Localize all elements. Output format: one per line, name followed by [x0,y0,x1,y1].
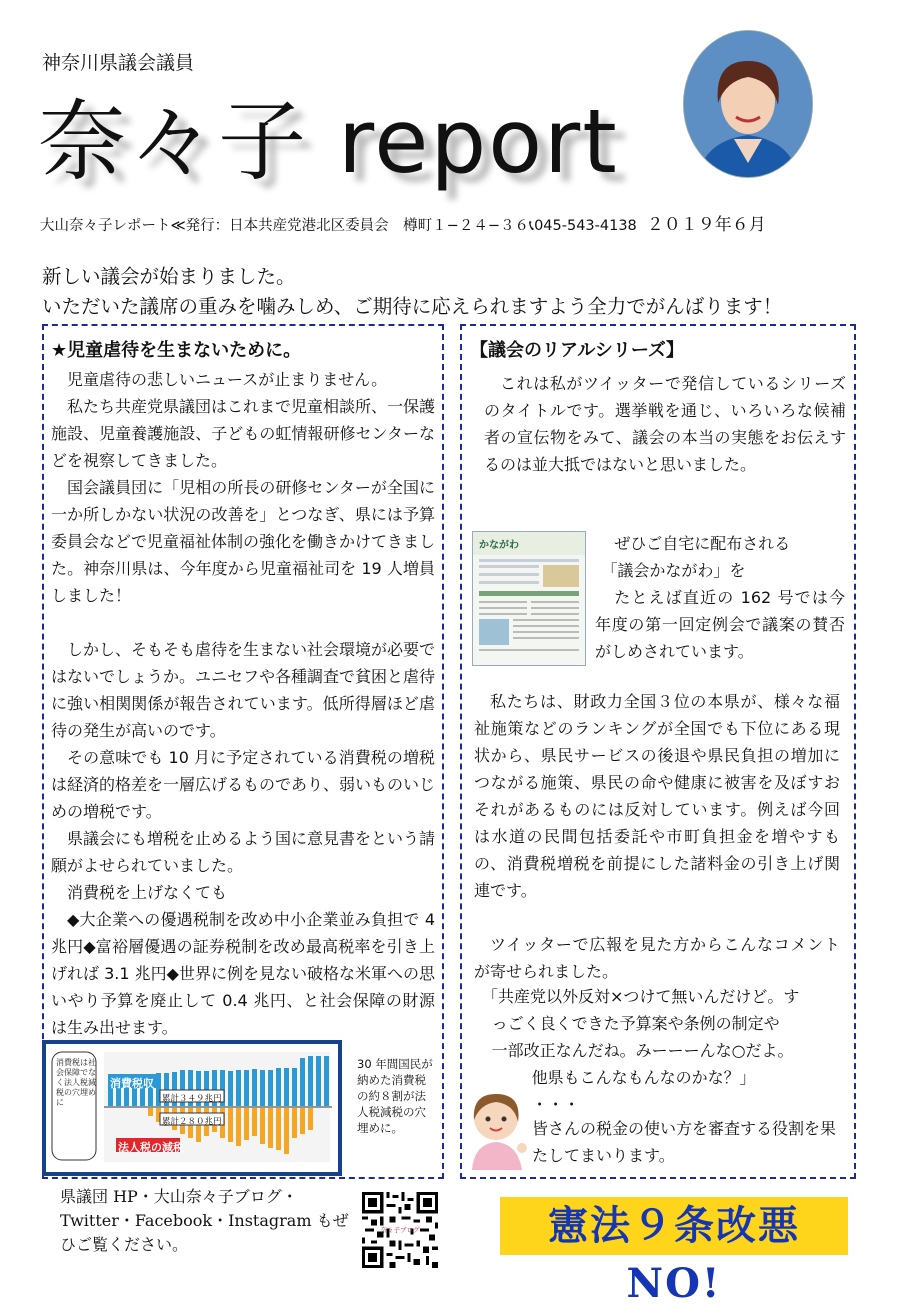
paragraph: これは私がツイッターで発信しているシリーズのタイトルです。選挙戦を通じ、いろいろな候補者の宣伝物をみて、議会の本当の実態をお伝えするのは並大抵ではないと思いました。 [484,374,846,474]
paragraph: しかし、そもそも虐待を生まない社会環境が必要ではないでしょうか。ユニセフや各種調査で貧困と虐待に強い相関関係が報告されています。低所得層ほど虐待の発生が高いのです。 [51,640,436,740]
qr-label: 奈々子ブログ [380,1226,420,1234]
graph-total-top: 累計３４９兆円 [162,1094,222,1104]
graph-side-label: 消費税は社会保障でなく法人税減税の穴埋めに [56,1058,96,1107]
issue-date: ２０１９年６月 [646,215,766,235]
right-body-middle [474,688,840,985]
graph-label-bottom: 法人税の減税 [118,1141,184,1154]
left-heading: ★児童虐待を生まないために。 [51,340,302,361]
left-body [51,366,435,1041]
gikai-kanagawa-thumbnail [472,531,586,666]
quote-line: 「共産党以外反対×つけて無いんだけど。す [482,987,800,1006]
publisher-info [40,210,766,235]
magazine-line: たとえば直近の 162 号では今年度の第一回定例会で議案の賛否がしめされています。 [595,588,845,661]
right-heading: 【議会のリアルシリーズ】 [470,340,684,361]
intro-message [42,262,782,322]
paragraph: 消費税を上げなくても [67,883,228,902]
graph-label-top: 消費税収 [110,1077,154,1090]
right-body-top [470,370,846,478]
portrait-photo [683,30,813,178]
subtitle: 神奈川県議会議員 [42,52,195,74]
magazine-line: ぜひご自宅に配布される [614,534,791,553]
paragraph: 私たちは、財政力全国３位の本県が、様々な福祉施策などのランキングが全国でも下位にある現状から、県民サービスの後退や県民負担の増加につながる施策、県民の命や健康に被害を及ぼすおそれがあるものには反対しています。例えば今回は水道の民間包括委託や市町負担金を増やすもの、消費税増税を前提にした諸料金の引き上げ関連です。 [474,692,840,900]
paragraph: その意味でも 10 月に予定されている消費税の増税は経済的格差を一層広げるものであり、弱いものいじめの増税です。 [51,748,436,821]
phone-icon: 📞︎ [528,218,535,234]
quote-line: 他県もこんなもんなのかな？」 [531,1068,756,1087]
closing-statement: 皆さんの税金の使い方を審査する役割を果たしてまいります。 [532,1119,837,1165]
paragraph: 私たち共産党県議団はこれまで児童相談所、一保護施設、児童養護施設、子どもの虹情報研修センターなどを視察してきました。 [51,397,436,470]
intro-line: 新しい議会が始まりました。 [42,265,296,288]
intro-line: いただいた議席の重みを噛みしめ、ご期待に応えられますよう全力でがんばります！ [42,295,783,318]
magazine-note [595,530,845,665]
twitter-quote [482,983,847,1118]
paragraph: 国会議員団に「児相の所長の研修センターが全国に一か所しかない状況の改善を」とつなぎ、県には予算委員会などで児童福祉体制の強化を働きかけてきました。神奈川県は、今年度から児童福祉司を 19 人増員しました！ [51,478,436,605]
quote-line: 一部改正なんだね。みーーーんな○だよ。 [491,1041,794,1060]
social-links: 県議団 HP・大山奈々子ブログ・Twitter・Facebook・Instagram もぜひご覧ください。 [60,1187,349,1254]
magazine-line: 「議会かながわ」を [601,561,746,580]
cartoon-character [466,1088,528,1170]
magazine-title: かながわ [473,532,585,555]
paragraph: ◆大企業への優遇税制を改め中小企業並み負担で 4 兆円◆富裕層優遇の証券税制を改め最高税率を引き上げれば 3.1 兆円◆世界に例を見ない破格な米軍への思いやり予算を廃止して 0.4 兆円、と社会保障の財源は生み出せます。 [51,910,435,1037]
phone-number: 045-543-4138 [534,218,637,234]
masthead-title: 奈々子 report [38,90,619,193]
constitution-banner: 憲法９条改悪 NO! [500,1197,848,1255]
paragraph: 県議会にも増税を止めるよう国に意見書をという請願がよせられていました。 [51,829,436,875]
quote-line: ・・・ [531,1095,580,1114]
paragraph: 児童虐待の悲しいニュースが止まりません。 [67,370,388,389]
publisher-address: 大山奈々子レポート≪発行：日本共産党港北区委員会 樽町１−２４−３６ [40,218,529,234]
paragraph: ツイッターで広報を見た方からこんなコメントが寄せられました。 [474,935,840,981]
quote-line: っごく良くできた予算案や条例の制定や [491,1014,780,1033]
graph-total-bottom: 累計２８０兆円 [162,1117,222,1127]
graph-caption: 30 年間国民が納めた消費税の約８割が法人税減税の穴埋めに。 [357,1057,433,1135]
